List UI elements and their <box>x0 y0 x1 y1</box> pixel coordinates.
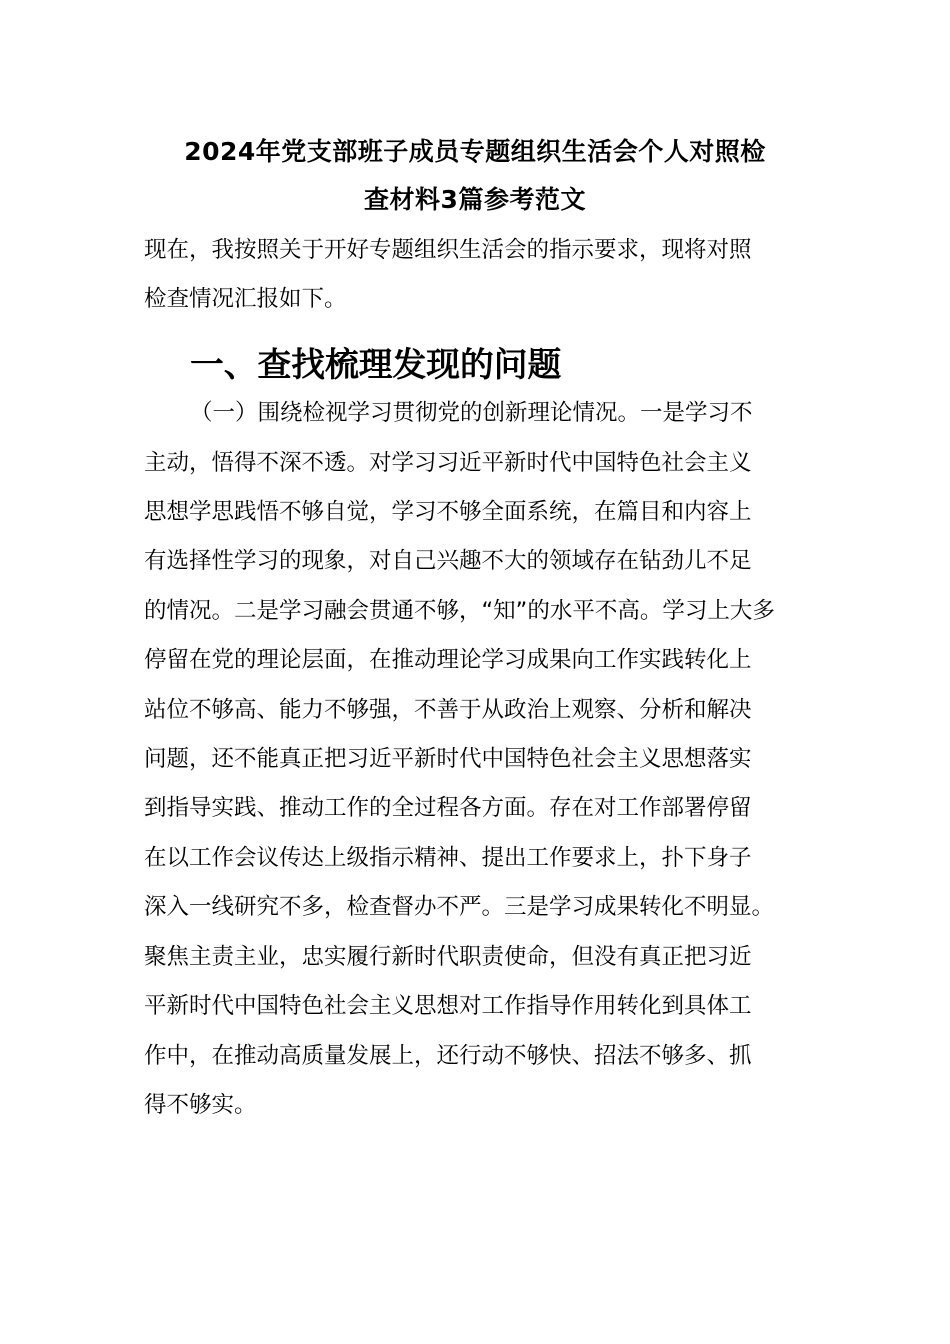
paragraph-line: 思想学思践悟不够自觉，学习不够全面系统，在篇目和内容上 <box>144 499 752 526</box>
document-body <box>144 226 812 1130</box>
paragraph-line: 问题，还不能真正把习近平新时代中国特色社会主义思想落实 <box>144 746 752 773</box>
paragraph-line: 得不够实。 <box>144 1091 257 1118</box>
paragraph-line: 在以工作会议传达上级指示精神、提出工作要求上，扑下身子 <box>144 844 752 871</box>
paragraph-line: 聚焦主责主业，忠实履行新时代职责使命，但没有真正把习近 <box>144 943 752 970</box>
intro-line: 检查情况汇报如下。 <box>144 286 347 313</box>
body-paragraph <box>144 389 812 1130</box>
document-title <box>140 128 810 224</box>
title-line-2: 查材料3篇参考范文 <box>364 185 586 214</box>
paragraph-line: 平新时代中国特色社会主义思想对工作指导作用转化到具体工 <box>144 993 752 1020</box>
paragraph-line: 有选择性学习的现象，对自己兴趣不大的领域存在钻劲儿不足 <box>144 548 752 575</box>
paragraph-line: （一）围绕检视学习贯彻党的创新理论情况。一是学习不 <box>190 400 753 427</box>
paragraph-line: 停留在党的理论层面，在推动理论学习成果向工作实践转化上 <box>144 647 752 674</box>
paragraph-line: 主动，悟得不深不透。对学习习近平新时代中国特色社会主义 <box>144 449 752 476</box>
section-heading: 一、查找梳理发现的问题 <box>190 344 562 384</box>
paragraph-line: 作中，在推动高质量发展上，还行动不够快、招法不够多、抓 <box>144 1042 752 1069</box>
paragraph-line: 的情况。二是学习融会贯通不够，“知”的水平不高。学习上大多 <box>144 597 775 624</box>
intro-line: 现在，我按照关于开好专题组织生活会的指示要求，现将对照 <box>144 237 752 263</box>
paragraph-line: 到指导实践、推动工作的全过程各方面。存在对工作部署停留 <box>144 795 752 822</box>
title-line-1: 2024年党支部班子成员专题组织生活会个人对照检 <box>184 137 766 166</box>
paragraph-line: 深入一线研究不多，检查督办不严。三是学习成果转化不明显。 <box>144 894 775 921</box>
intro-paragraph <box>144 226 812 325</box>
paragraph-line: 站位不够高、能力不够强，不善于从政治上观察、分析和解决 <box>144 696 752 723</box>
